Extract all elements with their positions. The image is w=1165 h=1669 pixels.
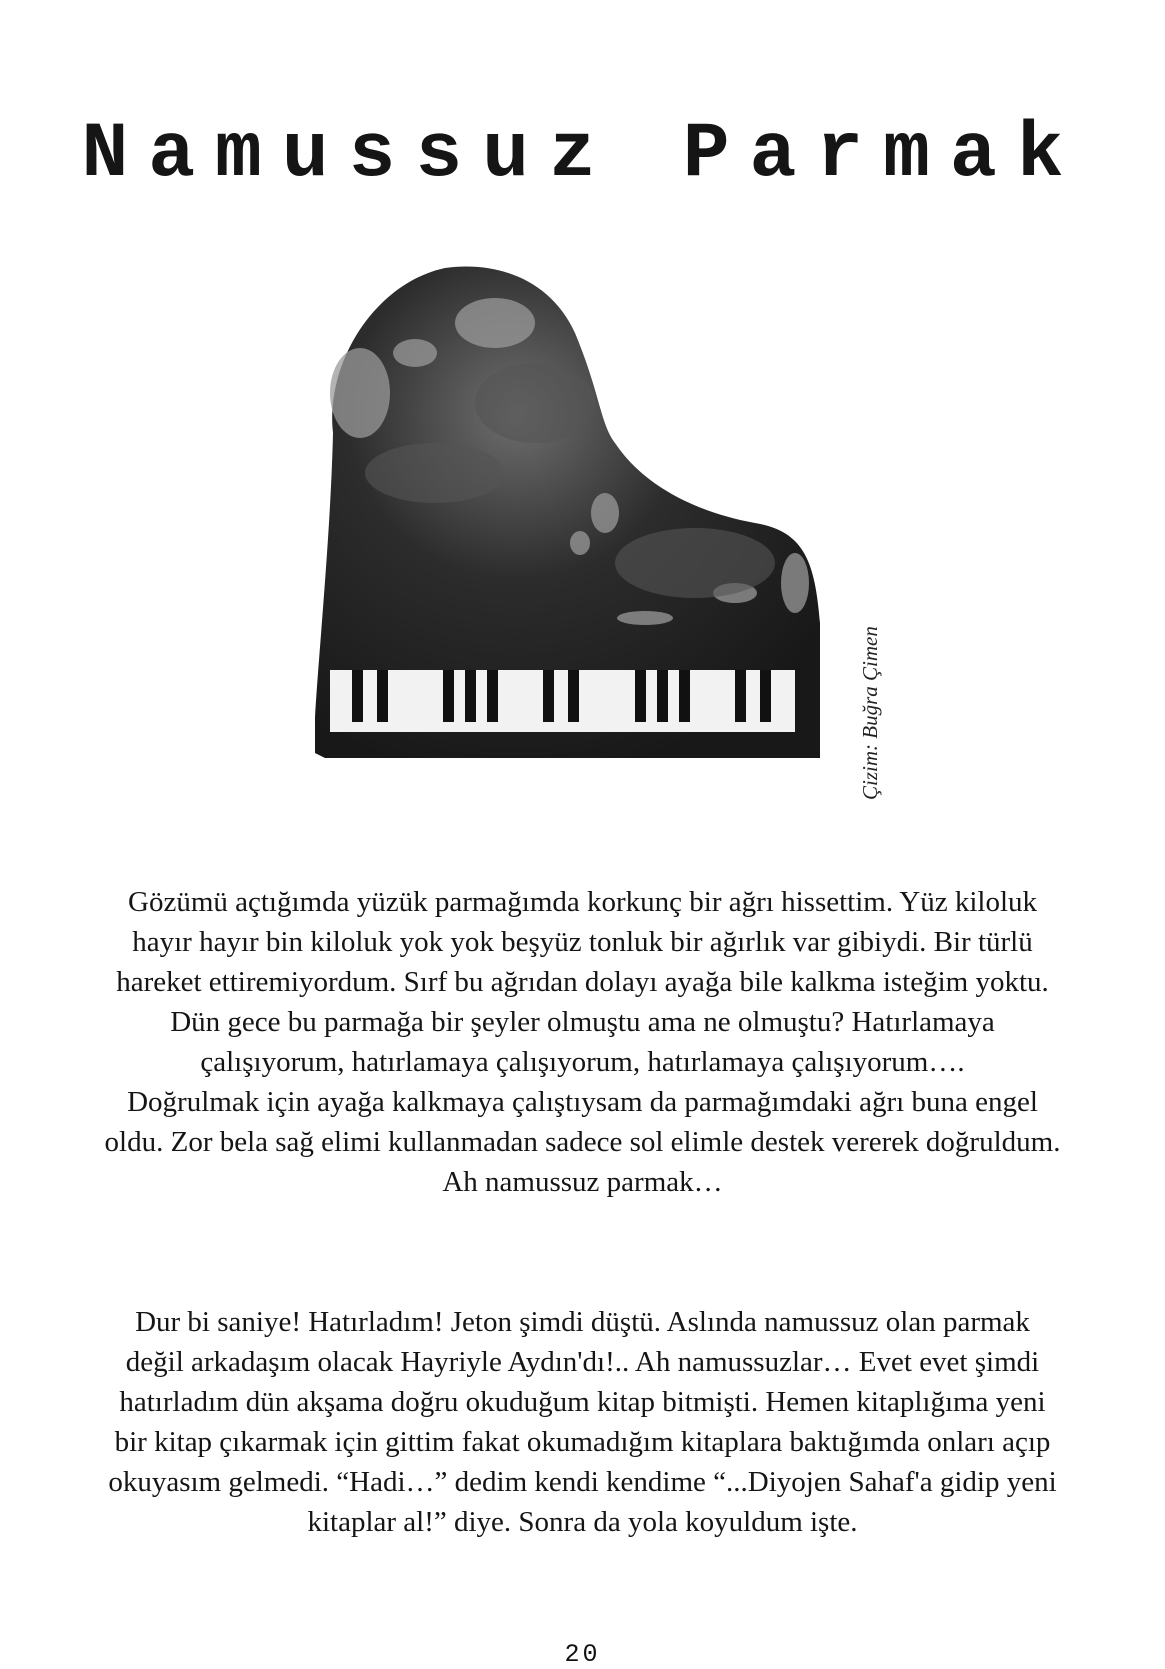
text-line: kitaplar al!” diye. Sonra da yola koyuldum işte.: [307, 1506, 858, 1538]
text-line: çalışıyorum, hatırlamaya çalışıyorum, hatırlamaya çalışıyorum….: [200, 1046, 965, 1078]
text-line: Gözümü açtığımda yüzük parmağımda korkunç bir ağrı hissettim. Yüz kiloluk: [128, 886, 1037, 918]
text-line: hatırladım dün akşama doğru okuduğum kitap bitmişti. Hemen kitaplığıma yeni: [119, 1386, 1046, 1418]
page-title: Namussuz Parmak: [81, 111, 1084, 199]
piano-keyboard: [330, 670, 795, 732]
illustration-credit: Çizim: Buğra Çimen: [858, 626, 882, 800]
text-line: Dün gece bu parmağa bir şeyler olmuştu ama ne olmuştu? Hatırlamaya: [170, 1006, 995, 1038]
paragraph-1: [30, 882, 1135, 1202]
text-line: hareket ettiremiyordum. Sırf bu ağrıdan dolayı ayağa bile kalkma isteğim yoktu.: [116, 966, 1049, 998]
text-line: Dur bi saniye! Hatırladım! Jeton şimdi düştü. Aslında namussuz olan parmak: [135, 1306, 1030, 1338]
piano-illustration: [315, 263, 855, 808]
text-line: Ah namussuz parmak…: [442, 1166, 723, 1198]
text-line: hayır hayır bin kiloluk yok yok beşyüz tonluk bir ağırlık var gibiydi. Bir türlü: [132, 926, 1033, 958]
text-line: Doğrulmak için ayağa kalkmaya çalıştıysam da parmağımdaki ağrı buna engel: [127, 1086, 1038, 1118]
text-line: okuyasım gelmedi. “Hadi…” dedim kendi kendime “...Diyojen Sahaf'a gidip yeni: [108, 1466, 1057, 1498]
text-line: bir kitap çıkarmak için gittim fakat okumadığım kitaplara baktığımda onları açıp: [114, 1426, 1051, 1458]
paragraph-2: [30, 1302, 1135, 1542]
text-line: değil arkadaşım olacak Hayriyle Aydın'dı!.. Ah namussuzlar… Evet evet şimdi: [125, 1346, 1040, 1378]
text-line: oldu. Zor bela sağ elimi kullanmadan sadece sol elimle destek vererek doğruldum.: [104, 1126, 1061, 1158]
page-number: 20: [564, 1640, 601, 1669]
